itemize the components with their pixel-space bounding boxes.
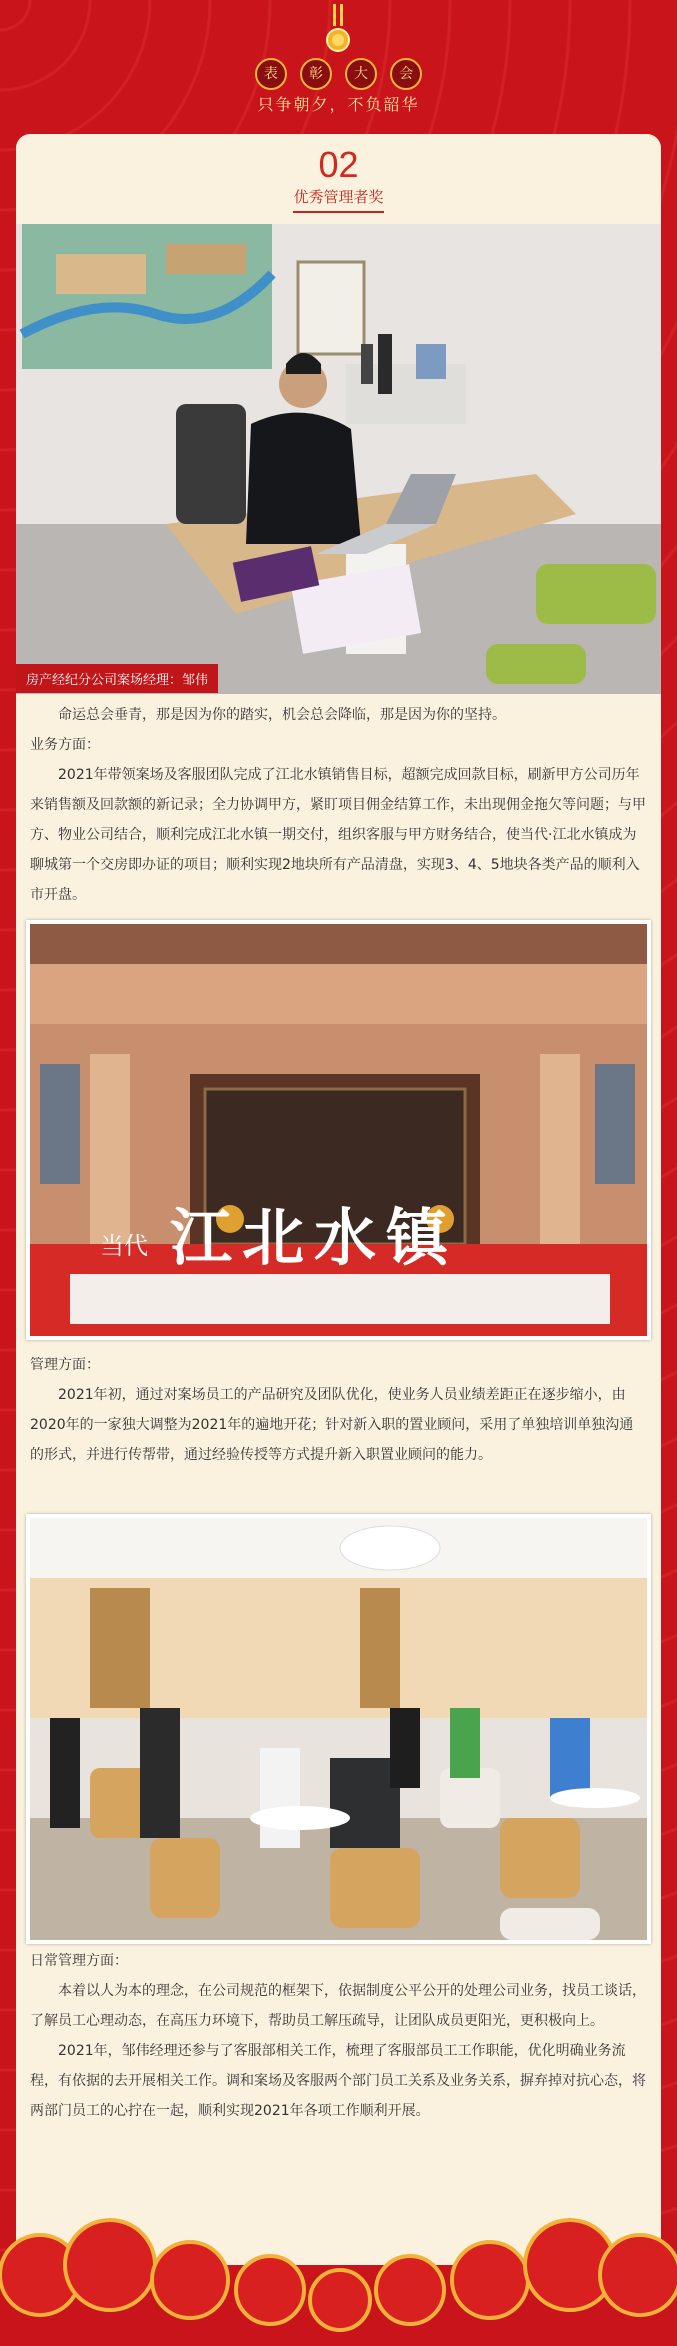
text-block-daily xyxy=(30,1946,647,2126)
medal-icon xyxy=(326,4,350,56)
heading-business: 业务方面： xyxy=(30,737,100,753)
text-block-management xyxy=(30,1350,647,1470)
cloud-decoration xyxy=(0,2205,677,2346)
sign-prefix: 当代 xyxy=(100,1232,148,1260)
office-photo-image xyxy=(16,224,661,694)
header-badge: 大 xyxy=(345,58,377,90)
heading-daily: 日常管理方面： xyxy=(30,1953,128,1969)
header-badge: 彰 xyxy=(300,58,332,90)
paragraph-business: 2021年带领案场及客服团队完成了江北水镇销售目标，超额完成回款目标，刷新甲方公司历年来销售额及回款额的新记录；全力协调甲方，紧盯项目佣金结算工作，未出现佣金拖欠等问题；与甲方、物业公司结合，顺利完成江北水镇一期交付，组织客服与甲方财务结合，使当代·江北水镇成为聊城第一个交房即办证的项目；顺利实现2地块所有产品清盘，实现3、4、5地块各类产品的顺利入市开盘。 xyxy=(30,767,646,903)
section-title-wrap xyxy=(16,186,661,213)
photo-caption: 房产经纪分公司案场经理：邹伟 xyxy=(16,664,218,693)
text-block-business xyxy=(30,700,647,910)
header-badge: 表 xyxy=(255,58,287,90)
header-badges xyxy=(0,58,677,90)
building-photo-image xyxy=(30,924,647,1336)
slogan: 只争朝夕，不负韶华 xyxy=(257,95,420,114)
content-card xyxy=(16,134,661,2284)
paragraph-daily-1: 本着以人为本的理念，在公司规范的框架下，依据制度公平公开的处理公司业务，找员工谈话，了解员工心理动态，在高压力环境下，帮助员工解压疏导，让团队成员更阳光，更积极向上。 xyxy=(30,1983,646,2029)
sign-text: 江北水镇 xyxy=(170,1201,459,1274)
heading-management: 管理方面： xyxy=(30,1357,100,1373)
paragraph-intro: 命运总会垂青，那是因为你的踏实，机会总会降临，那是因为你的坚持。 xyxy=(58,707,506,723)
office-photo xyxy=(16,224,661,694)
building-photo-frame xyxy=(26,920,651,1340)
sales-hall-photo-frame xyxy=(26,1514,651,1944)
paragraph-management: 2021年初，通过对案场员工的产品研究及团队优化，使业务人员业绩差距正在逐步缩小，由2020年的一家独大调整为2021年的遍地开花；针对新入职的置业顾问，采用了单独培训单独沟通的形式，并进行传帮带，通过经验传授等方式提升新入职置业顾问的能力。 xyxy=(30,1387,634,1463)
paragraph-daily-2: 2021年，邹伟经理还参与了客服部相关工作，梳理了客服部员工工作职能，优化明确业务流程，有依据的去开展相关工作。调和案场及客服两个部门员工关系及业务关系，摒弃掉对抗心态，将两部门员工的心拧在一起，顺利实现2021年各项工作顺利开展。 xyxy=(30,2043,646,2119)
header-badge: 会 xyxy=(390,58,422,90)
section-number: 02 xyxy=(318,144,359,185)
sales-hall-photo-image xyxy=(30,1518,647,1940)
section-title: 优秀管理者奖 xyxy=(293,186,383,213)
